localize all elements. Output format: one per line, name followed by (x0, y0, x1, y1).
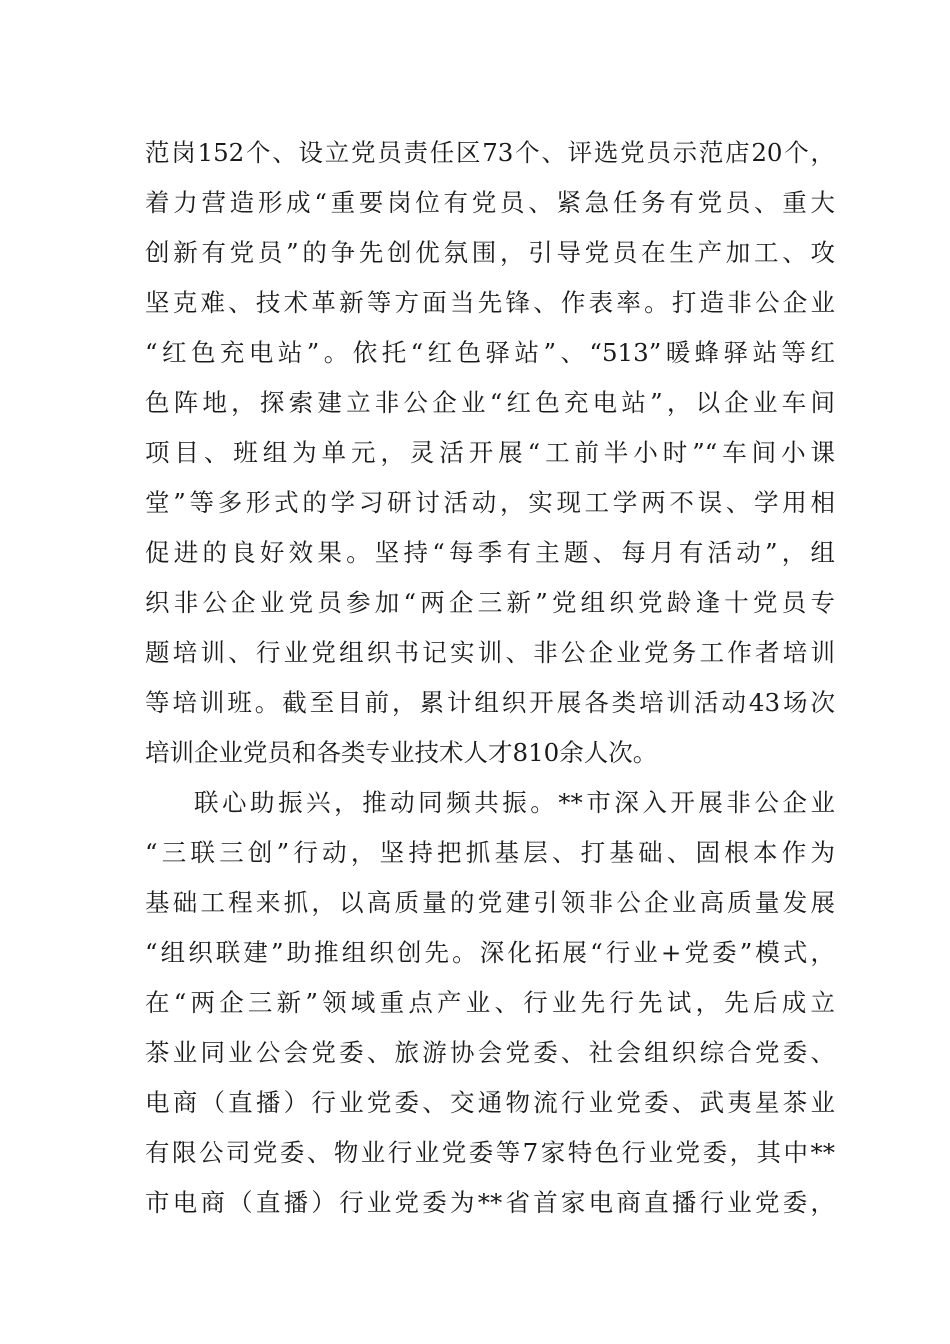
text-line: 在“两企三新”领域重点产业、行业先行先试，先后成立 (145, 988, 835, 1017)
text-line: “红色充电站”。依托“红色驿站”、“513”暖蜂驿站等红 (145, 338, 835, 367)
text-line: 堂”等多形式的学习研讨活动，实现工学两不误、学用相 (145, 488, 835, 517)
text-line-first: 联心助振兴，推动同频共振。**市深入开展非公企业 (194, 788, 835, 817)
text-line: 等培训班。截至目前，累计组织开展各类培训活动43场次 (145, 688, 835, 717)
text-line: 创新有党员”的争先创优氛围，引导党员在生产加工、攻 (145, 238, 835, 267)
text-line: 织非公企业党员参加“两企三新”党组织党龄逢十党员专 (145, 588, 835, 617)
text-line: 市电商（直播）行业党委为**省首家电商直播行业党委， (145, 1188, 835, 1217)
document-body (145, 128, 835, 1228)
paragraph-1 (145, 128, 835, 778)
paragraph-2 (145, 778, 835, 1228)
text-line: 着力营造形成“重要岗位有党员、紧急任务有党员、重大 (145, 188, 835, 217)
text-line: 促进的良好效果。坚持“每季有主题、每月有活动”，组 (145, 538, 835, 567)
text-line: 有限公司党委、物业行业党委等7家特色行业党委，其中** (145, 1138, 835, 1167)
text-line-last: 培训企业党员和各类专业技术人才810余人次。 (145, 738, 658, 767)
text-line: “三联三创”行动，坚持把抓基层、打基础、固根本作为 (145, 838, 835, 867)
text-line: 基础工程来抓，以高质量的党建引领非公企业高质量发展 (145, 888, 835, 917)
text-line: 色阵地，探索建立非公企业“红色充电站”，以企业车间 (145, 388, 835, 417)
text-line: 题培训、行业党组织书记实训、非公企业党务工作者培训 (145, 638, 835, 667)
text-line: 项目、班组为单元，灵活开展“工前半小时”“车间小课 (145, 438, 835, 467)
text-line: 范岗152个、设立党员责任区73个、评选党员示范店20个， (145, 138, 835, 167)
text-line: 电商（直播）行业党委、交通物流行业党委、武夷星茶业 (145, 1088, 835, 1117)
text-line: 坚克难、技术革新等方面当先锋、作表率。打造非公企业 (145, 288, 835, 317)
text-line: “组织联建”助推组织创先。深化拓展“行业+党委”模式， (145, 938, 835, 967)
text-line: 茶业同业公会党委、旅游协会党委、社会组织综合党委、 (145, 1038, 835, 1067)
